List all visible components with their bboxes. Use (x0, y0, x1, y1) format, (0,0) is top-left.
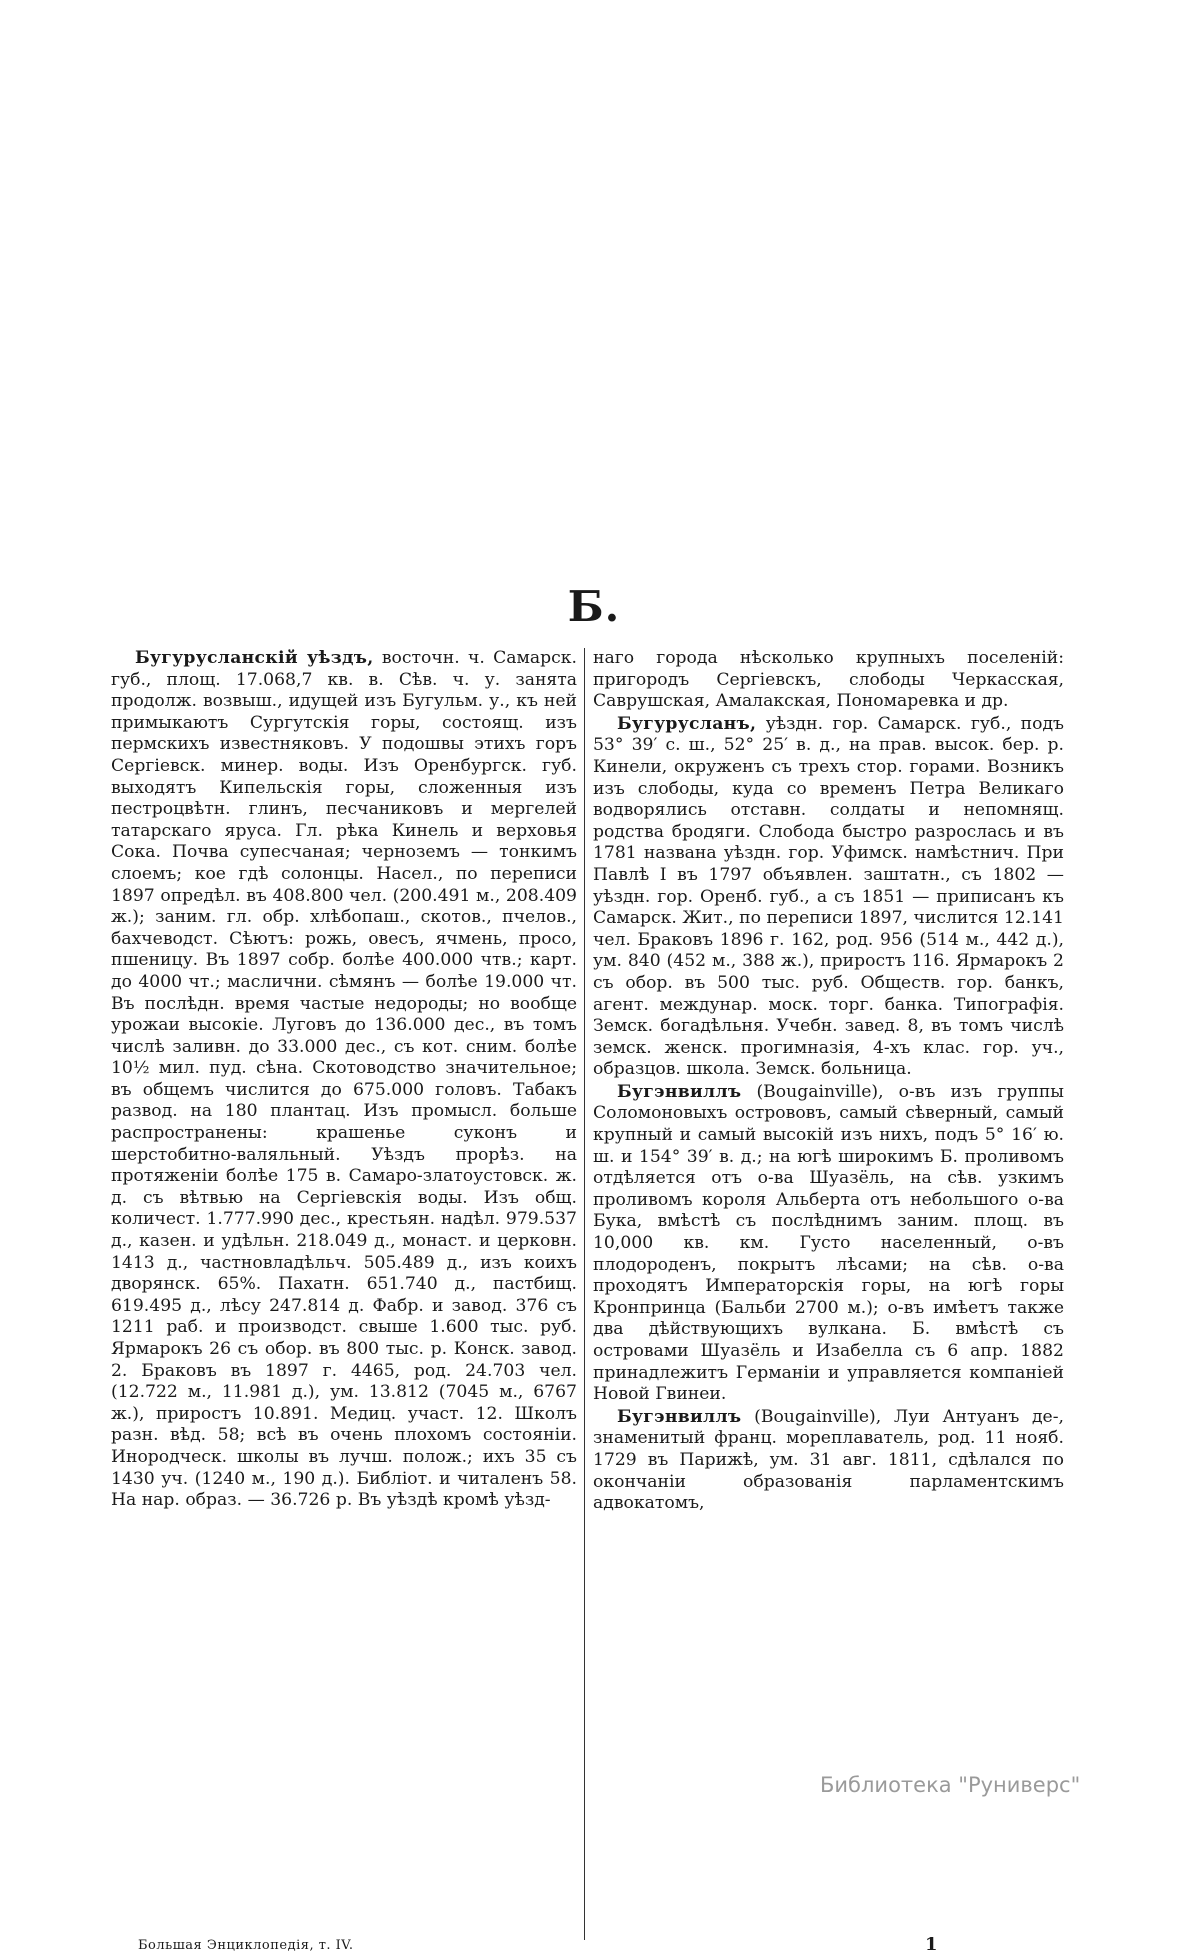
article-body: восточн. ч. Самарск. губ., площ. 17.068,7 кв. в. Сѣв. ч. у. занята продолж. возвыш., идущей изъ Бугульм. у., къ ней примыкаютъ Сургутскія горы, состоящ. изъ пермскихъ известняковъ. У подошвы этихъ горъ Сергіевск. минер. воды. Изъ Оренбургск. губ. выходятъ Кипельскія горы, сложенныя изъ пестроцвѣтн. глинъ, песчаниковъ и мергелей татарскаго яруса. Гл. рѣка Кинель и верховья Сока. Почва супесчаная; черноземъ — тонкимъ слоемъ; кое гдѣ солонцы. Насел., по переписи 1897 опредѣл. въ 408.800 чел. (200.491 м., 208.409 ж.); заним. гл. обр. хлѣбопаш., скотов., пчелов., бахчеводст. Сѣютъ: рожь, овесъ, ячмень, просо, пшеницу. Въ 1897 собр. болѣе 400.000 чтв.; карт. до 4000 чт.; маслични. сѣмянъ — болѣе 19.000 чт. Въ послѣдн. время частые недороды; но вообще урожаи высокіе. Луговъ до 136.000 дес., въ томъ числѣ заливн. до 33.000 дес., съ кот. сним. болѣе 10½ мил. пуд. сѣна. Скотоводство значительное; въ общемъ числится до 675.000 головъ. Табакъ развод. на 180 плантац. Изъ промысл. больше распространены: крашенье суконъ и шерстобитно-валяльный. Уѣздъ прорѣз. на протяженіи болѣе 175 в. Самаро-златоустовск. ж. д. съ вѣтвью на Сергіевскія воды. Изъ общ. количест. 1.777.990 дес., крестьян. надѣл. 979.537 д., казен. и удѣльн. 218.049 д., монаст. и церковн. 1413 д., частновладѣльч. 505.489 д., изъ коихъ дворянск. 65%. Пахатн. 651.740 д., пастбищ. 619.495 д., лѣсу 247.814 д. Фабр. и завод. 376 съ 1211 раб. и производст. свыше 1.600 тыс. руб. Ярмарокъ 26 съ обор. въ 800 тыс. р. Конск. завод. 2. Браковъ въ 1897 г. 4465, род. 24.703 чел. (12.722 м., 11.981 д.), ум. 13.812 (7045 м., 6767 ж.), приростъ 10.891. Медиц. участ. 12. Школъ разн. вѣд. 58; всѣ въ очень плохомъ состояніи. Инородческ. школы въ лучш. полож.; ихъ 35 съ 1430 уч. (1240 м., 190 д.). Библіот. и читаленъ 58. На нар. образ. — 36.726 р. Въ уѣздѣ кромѣ уѣзд- (111, 648, 577, 1511)
column-divider (584, 648, 585, 1940)
article-continuation (593, 648, 1064, 713)
article-body: (Bougainville), о-въ изъ группы Соломоновыхъ острововъ, самый сѣверный, самый крупный и самый высокій изъ нихъ, подъ 5° 16′ ю. ш. и 154° 39′ в. д.; на югѣ широкимъ Б. проливомъ отдѣляется отъ о-ва Шуазёль, на сѣв. узкимъ проливомъ короля Альберта отъ небольшого о-ва Бука, вмѣстѣ съ послѣднимъ заним. площ. въ 10,000 кв. км. Густо населенный, о-въ плодороденъ, покрытъ лѣсами; на сѣв. о-ва проходятъ Императорскія горы, на югѣ горы Кронпринца (Бальби 2700 м.); о-въ имѣетъ также два дѣйствующихъ вулкана. Б. вмѣстѣ съ островами Шуазёль и Изабелла съ 6 апр. 1882 принадлежитъ Германіи и управляется компаніей Новой Гвинеи. (593, 1081, 1064, 1405)
right-column (593, 648, 1064, 1516)
article-bougainville-person (593, 1407, 1064, 1515)
article-body: уѣздн. гор. Самарск. губ., подъ 53° 39′ с. ш., 52° 25′ в. д., на прав. высок. бер. р. Кинели, окруженъ съ трехъ стор. горами. Возникъ изъ слободы, куда со временъ Петра Великаго водворялись отставн. солдаты и непомнящ. родства бродяги. Слобода быстро разрослась и въ 1781 названа уѣздн. гор. Уфимск. намѣстнич. При Павлѣ I въ 1797 объявлен. заштатн., съ 1802 — уѣздн. гор. Оренб. губ., а съ 1851 — приписанъ къ Самарск. Жит., по переписи 1897, числится 12.141 чел. Браковъ 1896 г. 162, род. 956 (514 м., 442 д.), ум. 840 (452 м., 388 ж.), приростъ 116. Ярмарокъ 2 съ обор. въ 500 тыс. руб. Обществ. гор. банкъ, агент. междунар. моск. торг. банка. Типографія. Земск. богадѣльня. Учебн. завед. 8, въ томъ числѣ земск. женск. прогимназія, 4-хъ клас. гор. уч., образцов. школа. Земск. больница. (593, 713, 1064, 1080)
article-buguruslan (593, 714, 1064, 1081)
article-body: наго города нѣсколько крупныхъ поселеній: пригородъ Сергіевскъ, слободы Черкасская, Саврушская, Амалакская, Пономаревка и др. (593, 648, 1064, 712)
headword: Бугурусланъ, (617, 713, 757, 734)
printer-signature: Большая Энциклопедія, т. IV. (138, 1938, 354, 1953)
headword: Бугэнвиллъ (617, 1081, 742, 1102)
library-watermark: Библиотека "Руниверс" (820, 1773, 1081, 1797)
page-number: 1 (925, 1934, 938, 1955)
article-bugurusl-uezd (111, 648, 577, 1512)
article-bougainville-island (593, 1082, 1064, 1406)
left-column (111, 648, 577, 1513)
section-letter: Б. (567, 582, 621, 631)
headword: Бугэнвиллъ (617, 1406, 742, 1427)
article-body: (Bougainville), Луи Антуанъ де-, знаменитый франц. мореплаватель, род. 11 нояб. 1729 въ Парижѣ, ум. 31 авг. 1811, сдѣлался по окончаніи образованія парламентскимъ адвокатомъ, (593, 1406, 1065, 1514)
headword: Бугурусланскій уѣздъ, (135, 648, 374, 668)
